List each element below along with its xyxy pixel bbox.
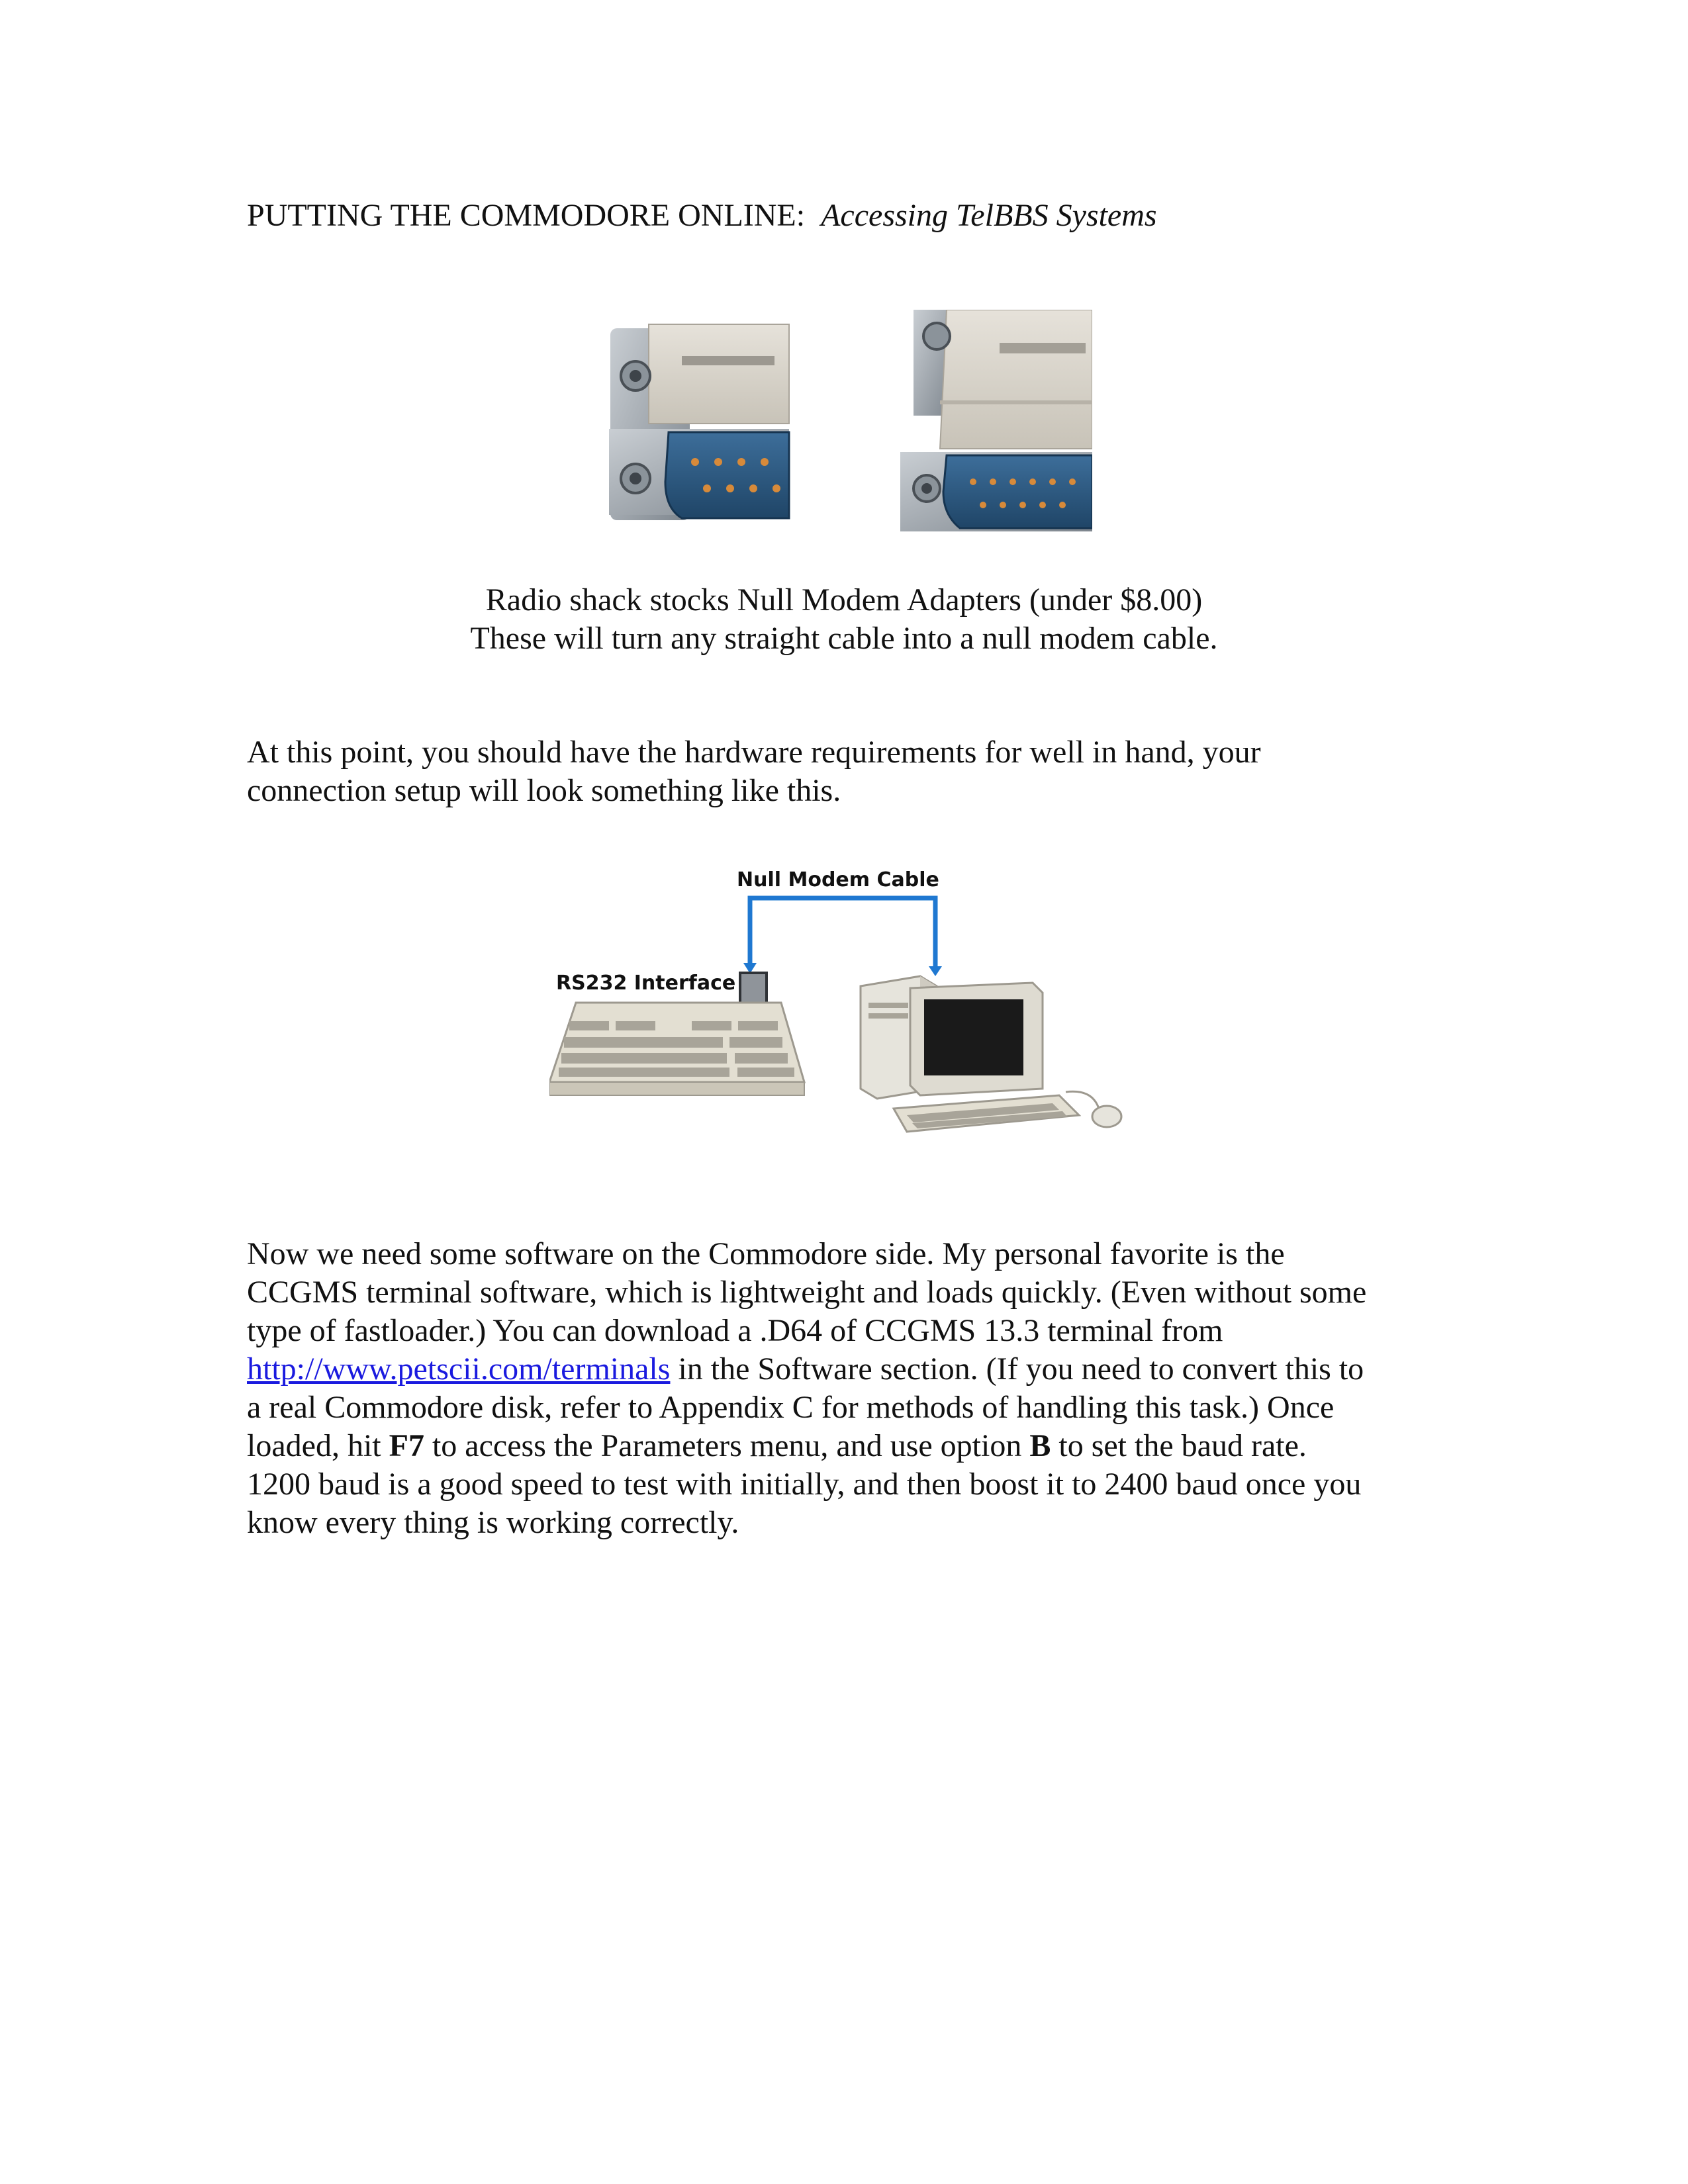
paragraph-line: type of fastloader.) You can download a .D64 of CCGMS 13.3 terminal from [247, 1313, 1223, 1348]
paragraph-line: 1200 baud is a good speed to test with initially, and then boost it to 2400 baud once you [247, 1467, 1362, 1502]
paragraph-line: connection setup will look something like this. [247, 773, 841, 808]
key-b: B [1029, 1428, 1051, 1463]
null-modem-cable-label: Null Modem Cable [737, 870, 939, 891]
paragraph-text: loaded, hit [247, 1428, 389, 1463]
connection-diagram [549, 870, 1145, 1161]
paragraph-line [247, 1427, 1445, 1465]
paragraph-text: to set the baud rate. [1051, 1428, 1307, 1463]
paragraph-software [247, 1235, 1445, 1542]
paragraph-line [247, 1350, 1445, 1388]
null-modem-adapter-photos [609, 310, 1092, 538]
key-f7: F7 [389, 1428, 424, 1463]
null-modem-cable [750, 898, 935, 971]
pc-computer-icon [861, 976, 1121, 1132]
commodore-computer-icon [549, 1003, 804, 1095]
paragraph-line: At this point, you should have the hardware requirements for well in hand, your [247, 735, 1261, 770]
paragraph-line: a real Commodore disk, refer to Appendix C for methods of handling this task.) Once [247, 1390, 1335, 1425]
page-title [247, 197, 1157, 234]
photo-caption [0, 581, 1688, 658]
paragraph-line: CCGMS terminal software, which is lightweight and loads quickly. (Even without some [247, 1275, 1367, 1310]
rs232-interface-icon [740, 973, 767, 1006]
paragraph-text: in the Software section. (If you need to convert this to [670, 1351, 1364, 1387]
caption-line-1: Radio shack stocks Null Modem Adapters (under $8.00) [485, 582, 1203, 617]
paragraph-line: Now we need some software on the Commodore side. My personal favorite is the [247, 1236, 1285, 1271]
adapter-photo-1 [609, 310, 789, 538]
paragraph-hardware [247, 733, 1438, 810]
caption-line-2: These will turn any straight cable into a null modem cable. [470, 621, 1218, 656]
petscii-terminals-link[interactable]: http://www.petscii.com/terminals [247, 1351, 671, 1387]
title-subtitle: Accessing TelBBS Systems [821, 198, 1157, 233]
title-prefix: PUTTING THE COMMODORE ONLINE: [247, 198, 806, 233]
paragraph-line: know every thing is working correctly. [247, 1505, 739, 1540]
adapter-photo-2 [900, 310, 1092, 538]
rs232-interface-label: RS232 Interface [556, 972, 736, 995]
paragraph-text: to access the Parameters menu, and use option [424, 1428, 1030, 1463]
